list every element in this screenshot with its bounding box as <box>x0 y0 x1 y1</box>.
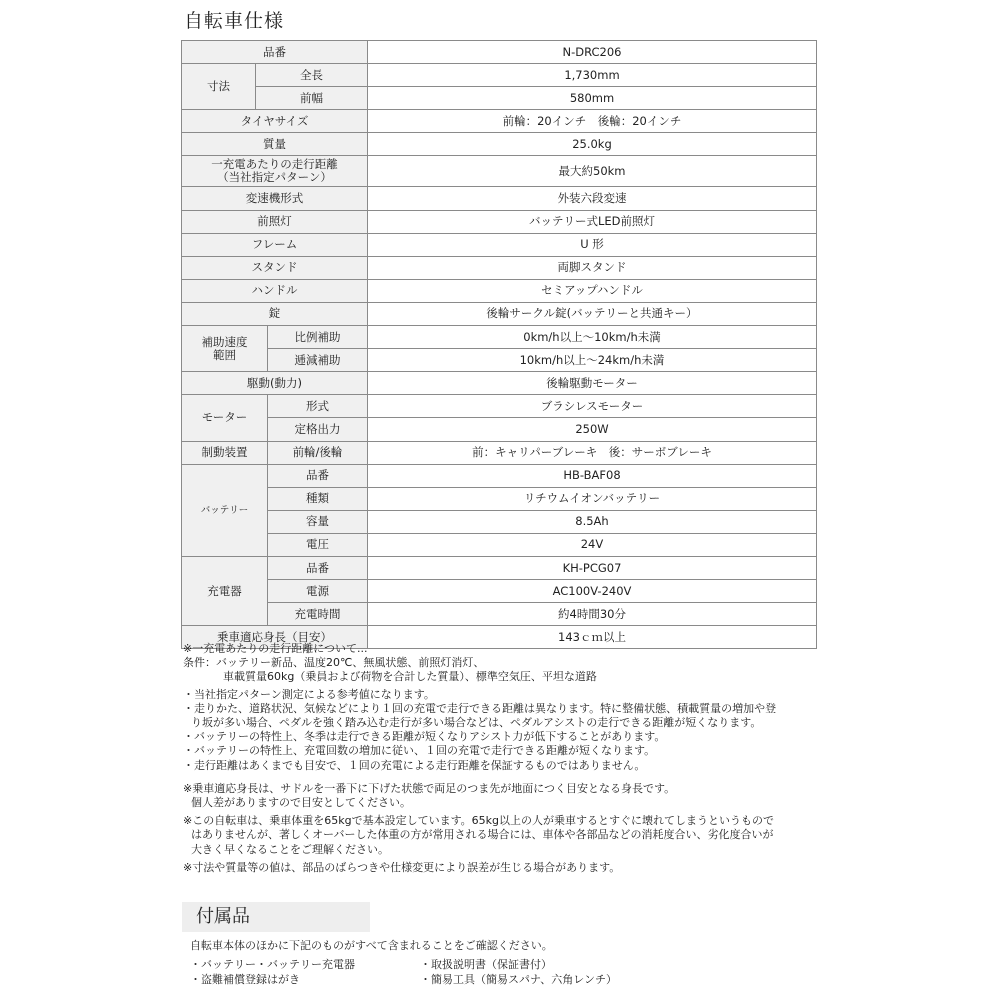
spec-value: リチウムイオンバッテリー <box>368 487 817 510</box>
note-line: 個人差がありますので目安としてください。 <box>191 796 411 810</box>
spec-value: 25.0kg <box>368 133 817 156</box>
spec-sub-label: 品番 <box>268 464 368 487</box>
table-row <box>182 580 817 603</box>
spec-label: ハンドル <box>182 279 368 302</box>
note-line: ・走りかた、道路状況、気候などにより１回の充電で走行できる距離は異なります。特に整備状態、積載質量の増加や登 <box>183 701 777 715</box>
table-row <box>182 233 817 256</box>
table-row <box>182 326 817 349</box>
spec-sub-label: 品番 <box>268 556 368 579</box>
spec-label: 変速機形式 <box>182 187 368 210</box>
spec-value: KH-PCG07 <box>368 556 817 579</box>
table-row <box>182 487 817 510</box>
list-item: ・取扱説明書（保証書付） <box>420 958 552 971</box>
spec-value: 両脚スタンド <box>368 256 817 279</box>
spec-sub-label: 前幅 <box>256 87 368 110</box>
spec-value: AC100V-240V <box>368 580 817 603</box>
spec-sub-label: 種類 <box>268 487 368 510</box>
spec-label: フレーム <box>182 233 368 256</box>
spec-value: バッテリー式LED前照灯 <box>368 210 817 233</box>
note-line: ※この自転車は、乗車体重を65kgで基本設定しています。65kg以上の人が乗車するとすぐに壊れてしまうというもので <box>183 814 775 828</box>
spec-value: 143ｃｍ以上 <box>368 626 817 649</box>
spec-label <box>182 156 368 187</box>
table-row <box>182 395 817 418</box>
spec-value: 8.5Ah <box>368 510 817 533</box>
table-row <box>182 156 817 187</box>
table-row <box>182 41 817 64</box>
spec-sub-label: 電源 <box>268 580 368 603</box>
spec-value: 1,730mm <box>368 64 817 87</box>
spec-table <box>181 40 817 649</box>
spec-group-label: 充電器 <box>182 556 268 625</box>
spec-value: 後輪駆動モーター <box>368 372 817 395</box>
spec-label: 質量 <box>182 133 368 156</box>
note-line: ※一充電あたりの走行距離について... <box>183 642 368 655</box>
spec-value: 外装六段変速 <box>368 187 817 210</box>
spec-group-line: 範囲 <box>213 347 236 362</box>
table-row <box>182 372 817 395</box>
spec-value: 最大約50km <box>368 156 817 187</box>
spec-group-label: 寸法 <box>182 64 256 110</box>
spec-label: タイヤサイズ <box>182 110 368 133</box>
table-row <box>182 279 817 302</box>
table-row <box>182 133 817 156</box>
note-line: り坂が多い場合、ペダルを強く踏み込む走行が多い場合などは、ペダルアシストの走行できる距離が短くなります。 <box>191 716 762 730</box>
spec-sub-label: 形式 <box>268 395 368 418</box>
table-row <box>182 441 817 464</box>
table-row <box>182 464 817 487</box>
note-line: ・当社指定パターン測定による参考値になります。 <box>183 687 435 701</box>
note-line: ・バッテリーの特性上、充電回数の増加に従い、１回の充電で走行できる距離が短くなります。 <box>183 744 656 758</box>
spec-group-line: 補助速度 <box>201 334 248 349</box>
spec-value: 10km/h以上～24km/h未満 <box>368 349 817 372</box>
table-row <box>182 87 817 110</box>
spec-label-line: 一充電あたりの走行距離 <box>211 157 338 172</box>
spec-sub-label: 逓減補助 <box>268 349 368 372</box>
list-item: ・バッテリー・バッテリー充電器 <box>190 958 355 971</box>
accessories-intro: 自転車本体のほかに下記のものがすべて含まれることをご確認ください。 <box>190 939 553 952</box>
note-line: ※乗車適応身長は、サドルを一番下に下げた状態で両足のつま先が地面につく目安となる身長です。 <box>183 781 676 795</box>
spec-sub-label: 前輪/後輪 <box>268 441 368 464</box>
spec-sub-label: 定格出力 <box>268 418 368 441</box>
spec-value: 前輪：20インチ 後輪：20インチ <box>368 110 817 133</box>
table-row <box>182 556 817 579</box>
spec-value: U 形 <box>368 233 817 256</box>
table-row <box>182 210 817 233</box>
spec-sub-label: 容量 <box>268 510 368 533</box>
table-row <box>182 603 817 626</box>
note-line: ・バッテリーの特性上、冬季は走行できる距離が短くなりアシスト力が低下することがあります。 <box>183 730 666 744</box>
table-row <box>182 418 817 441</box>
note-line: 条件：バッテリー新品、温度20℃、無風状態、前照灯消灯、 <box>183 656 485 670</box>
list-item: ・簡易工具（簡易スパナ、六角レンチ） <box>420 973 617 986</box>
spec-value: セミアップハンドル <box>368 279 817 302</box>
note-line: ※寸法や質量等の値は、部品のばらつきや仕様変更により誤差が生じる場合があります。 <box>183 860 621 874</box>
table-row <box>182 110 817 133</box>
spec-sub-label: 電圧 <box>268 533 368 556</box>
spec-label: 品番 <box>182 41 368 64</box>
note-line: 大きく早くなることをご理解ください。 <box>191 842 389 856</box>
table-row <box>182 533 817 556</box>
spec-label: 駆動(動力) <box>182 372 368 395</box>
spec-group-label: モーター <box>182 395 268 441</box>
spec-sub-label: 比例補助 <box>268 326 368 349</box>
page-title: 自転車仕様 <box>184 10 285 32</box>
spec-notes <box>183 642 833 875</box>
spec-value: 250W <box>368 418 817 441</box>
spec-label: 前照灯 <box>182 210 368 233</box>
note-line: 車載質量60kg（乗員および荷物を合計した質量）、標準空気圧、平坦な道路 <box>223 670 597 684</box>
table-row <box>182 349 817 372</box>
table-row <box>182 256 817 279</box>
spec-value: 0km/h以上～10km/h未満 <box>368 326 817 349</box>
spec-value: 前：キャリパーブレーキ 後：サーボブレーキ <box>368 441 817 464</box>
spec-sub-label: 全長 <box>256 64 368 87</box>
spec-value: 後輪サークル錠(バッテリーと共通キー） <box>368 302 817 325</box>
note-line: はありませんが、著しくオーバーした体重の方が常用される場合には、車体や各部品などの消耗度合い、劣化度合いが <box>191 828 774 842</box>
spec-sub-label: 充電時間 <box>268 603 368 626</box>
spec-label: スタンド <box>182 256 368 279</box>
spec-group-label <box>182 326 268 372</box>
list-item: ・盗難補償登録はがき <box>190 973 300 986</box>
spec-group-label: 制動装置 <box>182 441 268 464</box>
table-row <box>182 64 817 87</box>
table-row <box>182 302 817 325</box>
accessories-title: 付属品 <box>182 902 370 932</box>
spec-label-line: （当社指定パターン） <box>217 170 332 185</box>
spec-value: 24V <box>368 533 817 556</box>
table-row <box>182 187 817 210</box>
spec-value: ブラシレスモーター <box>368 395 817 418</box>
spec-group-label: バッテリー <box>182 464 268 556</box>
table-row <box>182 510 817 533</box>
note-line: ・走行距離はあくまでも目安で、１回の充電による走行距離を保証するものではありません。 <box>183 758 646 772</box>
spec-value: N-DRC206 <box>368 41 817 64</box>
spec-value: 580mm <box>368 87 817 110</box>
spec-label: 錠 <box>182 302 368 325</box>
spec-value: HB-BAF08 <box>368 464 817 487</box>
spec-label: 乗車適応身長（目安） <box>182 626 368 649</box>
spec-value: 約4時間30分 <box>368 603 817 626</box>
